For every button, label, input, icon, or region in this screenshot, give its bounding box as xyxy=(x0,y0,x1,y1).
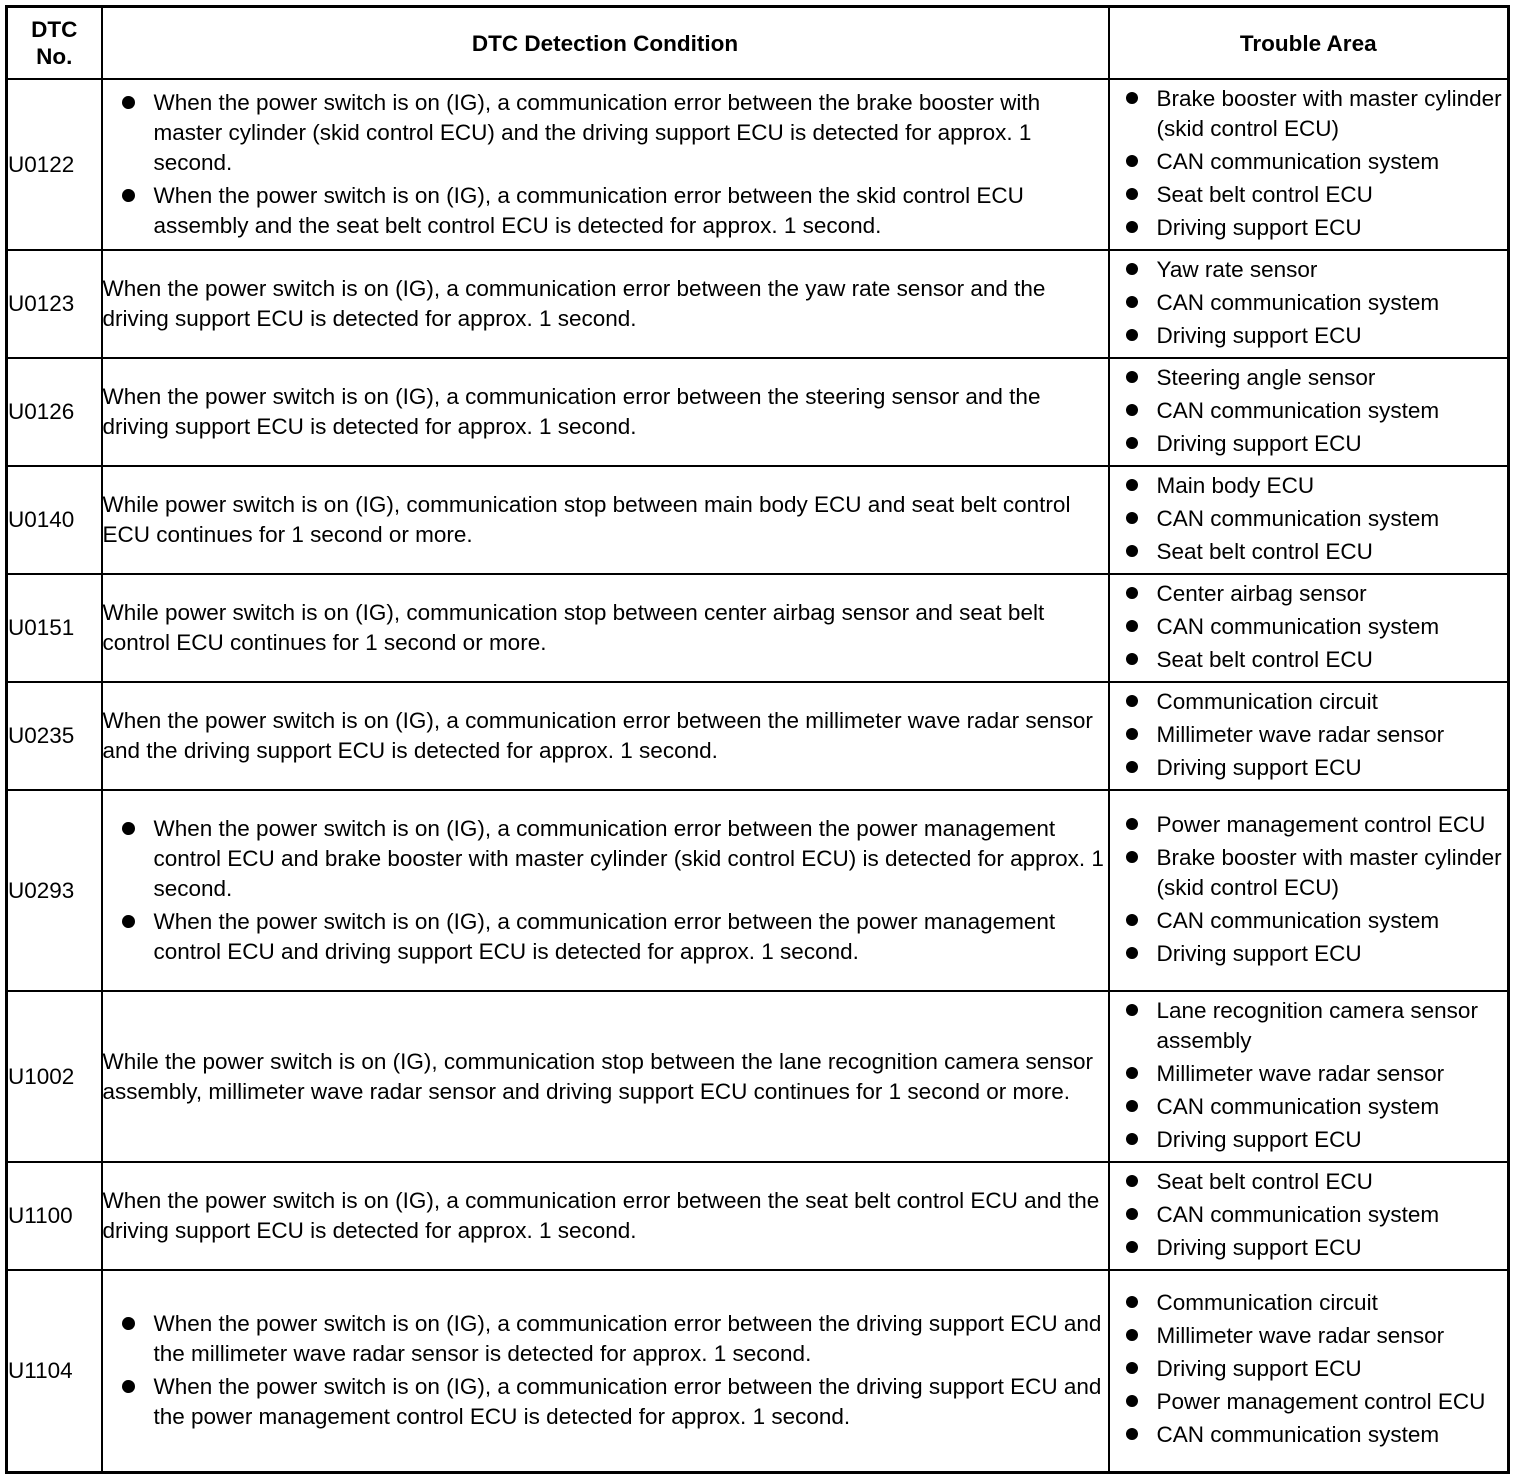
trouble-area-item: Driving support ECU xyxy=(1110,429,1508,462)
trouble-area-item: Communication circuit xyxy=(1110,687,1508,720)
trouble-area-item: Seat belt control ECU xyxy=(1110,180,1508,213)
dtc-code: U1104 xyxy=(7,1270,102,1472)
trouble-area-item: Millimeter wave radar sensor xyxy=(1110,1059,1508,1092)
trouble-area xyxy=(1109,1270,1509,1472)
trouble-area-item: CAN communication system xyxy=(1110,288,1508,321)
trouble-area-list xyxy=(1110,1167,1508,1266)
condition-item: When the power switch is on (IG), a communication error between the driving support ECU and the millimeter wave radar sensor is detected for approx. 1 second. xyxy=(103,1309,1108,1369)
detection-condition: While the power switch is on (IG), communication stop between the lane recognition camera sensor assembly, millimeter wave radar sensor and driving support ECU continues for 1 second or more. xyxy=(102,991,1109,1162)
table-row xyxy=(7,682,1509,790)
trouble-area xyxy=(1109,574,1509,682)
trouble-area-list xyxy=(1110,255,1508,354)
trouble-area xyxy=(1109,790,1509,991)
trouble-area-list xyxy=(1110,1288,1508,1453)
trouble-area xyxy=(1109,250,1509,358)
trouble-area-item: CAN communication system xyxy=(1110,147,1508,180)
trouble-area-list xyxy=(1110,84,1508,246)
table-row xyxy=(7,250,1509,358)
dtc-table xyxy=(5,5,1510,1474)
trouble-area-item: CAN communication system xyxy=(1110,906,1508,939)
trouble-area xyxy=(1109,682,1509,790)
trouble-area-item: Driving support ECU xyxy=(1110,1233,1508,1266)
trouble-area-item: Center airbag sensor xyxy=(1110,579,1508,612)
dtc-code: U0235 xyxy=(7,682,102,790)
trouble-area-item: Power management control ECU xyxy=(1110,810,1508,843)
dtc-code: U1002 xyxy=(7,991,102,1162)
trouble-area-list xyxy=(1110,579,1508,678)
trouble-area-item: Power management control ECU xyxy=(1110,1387,1508,1420)
trouble-area-item: Driving support ECU xyxy=(1110,939,1508,972)
trouble-area-item: Driving support ECU xyxy=(1110,1354,1508,1387)
trouble-area-item: CAN communication system xyxy=(1110,396,1508,429)
trouble-area xyxy=(1109,991,1509,1162)
condition-list xyxy=(103,814,1108,967)
detection-condition xyxy=(102,79,1109,250)
dtc-code: U0126 xyxy=(7,358,102,466)
detection-condition: When the power switch is on (IG), a communication error between the yaw rate sensor and the driving support ECU is detected for approx. 1 second. xyxy=(102,250,1109,358)
detection-condition xyxy=(102,790,1109,991)
header-dtc-no: DTC No. xyxy=(7,7,102,80)
trouble-area xyxy=(1109,1162,1509,1270)
trouble-area-item: Brake booster with master cylinder (skid control ECU) xyxy=(1110,84,1508,147)
condition-item: When the power switch is on (IG), a communication error between the skid control ECU assembly and the seat belt control ECU is detected for approx. 1 second. xyxy=(103,181,1108,241)
trouble-area-item: Communication circuit xyxy=(1110,1288,1508,1321)
trouble-area-item: Yaw rate sensor xyxy=(1110,255,1508,288)
trouble-area-item: Lane recognition camera sensor assembly xyxy=(1110,996,1508,1059)
trouble-area-item: Driving support ECU xyxy=(1110,213,1508,246)
header-condition: DTC Detection Condition xyxy=(102,7,1109,80)
dtc-code: U0122 xyxy=(7,79,102,250)
header-trouble-area: Trouble Area xyxy=(1109,7,1509,80)
detection-condition: While power switch is on (IG), communication stop between center airbag sensor and seat belt control ECU continues for 1 second or more. xyxy=(102,574,1109,682)
trouble-area-item: Driving support ECU xyxy=(1110,1125,1508,1158)
detection-condition: When the power switch is on (IG), a communication error between the steering sensor and the driving support ECU is detected for approx. 1 second. xyxy=(102,358,1109,466)
trouble-area-item: Brake booster with master cylinder (skid control ECU) xyxy=(1110,843,1508,906)
header-row xyxy=(7,7,1509,80)
trouble-area xyxy=(1109,79,1509,250)
dtc-code: U1100 xyxy=(7,1162,102,1270)
dtc-code: U0140 xyxy=(7,466,102,574)
trouble-area xyxy=(1109,358,1509,466)
trouble-area-list xyxy=(1110,471,1508,570)
trouble-area-item: Steering angle sensor xyxy=(1110,363,1508,396)
trouble-area-item: Millimeter wave radar sensor xyxy=(1110,720,1508,753)
trouble-area-item: CAN communication system xyxy=(1110,1200,1508,1233)
table-row xyxy=(7,466,1509,574)
trouble-area-item: CAN communication system xyxy=(1110,612,1508,645)
detection-condition xyxy=(102,1270,1109,1472)
table-row xyxy=(7,79,1509,250)
condition-list xyxy=(103,88,1108,241)
trouble-area-list xyxy=(1110,996,1508,1158)
table-row xyxy=(7,1270,1509,1472)
trouble-area-item: Seat belt control ECU xyxy=(1110,645,1508,678)
trouble-area-item: Seat belt control ECU xyxy=(1110,1167,1508,1200)
trouble-area-list xyxy=(1110,810,1508,972)
condition-list xyxy=(103,1309,1108,1432)
trouble-area-item: Driving support ECU xyxy=(1110,321,1508,354)
table-row xyxy=(7,991,1509,1162)
trouble-area-item: CAN communication system xyxy=(1110,1420,1508,1453)
trouble-area-item: Main body ECU xyxy=(1110,471,1508,504)
condition-item: When the power switch is on (IG), a communication error between the brake booster with master cylinder (skid control ECU) and the driving support ECU is detected for approx. 1 second. xyxy=(103,88,1108,178)
trouble-area-item: CAN communication system xyxy=(1110,504,1508,537)
table-row xyxy=(7,790,1509,991)
condition-item: When the power switch is on (IG), a communication error between the power management control ECU and driving support ECU is detected for approx. 1 second. xyxy=(103,907,1108,967)
detection-condition: When the power switch is on (IG), a communication error between the millimeter wave radar sensor and the driving support ECU is detected for approx. 1 second. xyxy=(102,682,1109,790)
trouble-area-item: Driving support ECU xyxy=(1110,753,1508,786)
trouble-area-item: CAN communication system xyxy=(1110,1092,1508,1125)
condition-item: When the power switch is on (IG), a communication error between the power management control ECU and brake booster with master cylinder (skid control ECU) is detected for approx. 1 second. xyxy=(103,814,1108,904)
dtc-code: U0123 xyxy=(7,250,102,358)
dtc-code: U0151 xyxy=(7,574,102,682)
condition-item: When the power switch is on (IG), a communication error between the driving support ECU and the power management control ECU is detected for approx. 1 second. xyxy=(103,1372,1108,1432)
trouble-area xyxy=(1109,466,1509,574)
trouble-area-item: Millimeter wave radar sensor xyxy=(1110,1321,1508,1354)
detection-condition: When the power switch is on (IG), a communication error between the seat belt control ECU and the driving support ECU is detected for approx. 1 second. xyxy=(102,1162,1109,1270)
table-row xyxy=(7,574,1509,682)
trouble-area-list xyxy=(1110,687,1508,786)
table-row xyxy=(7,358,1509,466)
trouble-area-item: Seat belt control ECU xyxy=(1110,537,1508,570)
trouble-area-list xyxy=(1110,363,1508,462)
dtc-code: U0293 xyxy=(7,790,102,991)
table-row xyxy=(7,1162,1509,1270)
detection-condition: While power switch is on (IG), communication stop between main body ECU and seat belt control ECU continues for 1 second or more. xyxy=(102,466,1109,574)
